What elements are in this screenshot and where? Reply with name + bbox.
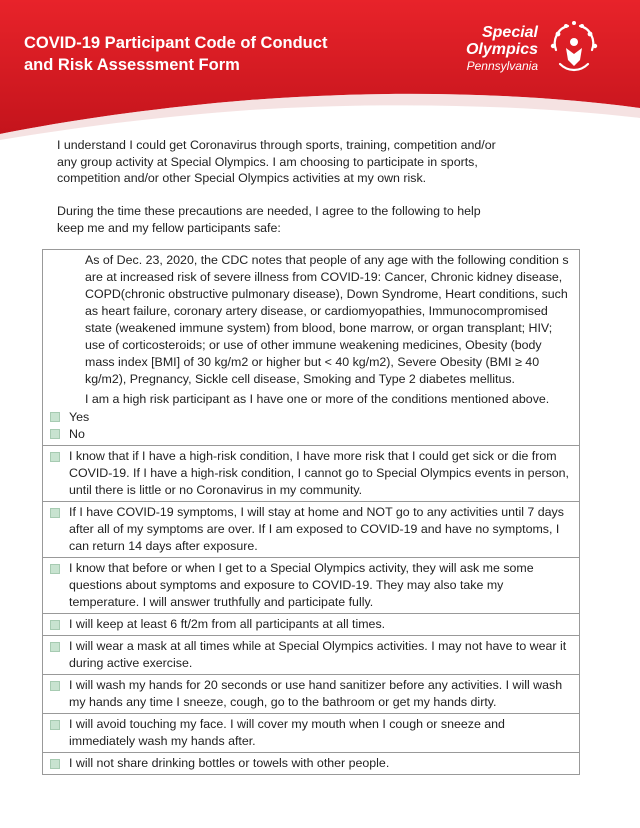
title-line-2: and Risk Assessment Form [24, 56, 240, 74]
title-line-1: COVID-19 Participant Code of Conduct [24, 34, 328, 52]
option-yes[interactable] [69, 409, 571, 426]
checklist-item-text: I will wash my hands for 20 seconds or use hand sanitizer before any activities. I will wash my hands any time I sneeze, cough, go to the bathroom or get my hands dirty. [69, 678, 563, 709]
yes-checkbox[interactable] [50, 412, 60, 422]
special-olympics-logo-icon [546, 20, 602, 80]
option-no-label: No [69, 427, 85, 441]
checklist-item-text: If I have COVID-19 symptoms, I will stay at home and NOT go to any activities until 7 days after all of my symptoms are over. If I am exposed to COVID-19 and have no symptoms, I can return 14 days after exposure. [69, 505, 564, 553]
no-checkbox[interactable] [50, 429, 60, 439]
intro-paragraph-2: During the time these precautions are needed, I agree to the following to help keep me and my fellow participants safe: [57, 204, 481, 235]
option-no[interactable] [69, 426, 571, 443]
checklist-item [43, 501, 579, 557]
code-of-conduct-checklist [42, 249, 580, 775]
checklist-item [43, 635, 579, 674]
item-checkbox[interactable] [50, 508, 60, 518]
checklist-item-text: I know that if I have a high-risk condition, I have more risk that I could get sick or die from COVID-19. If I have a high-risk condition, I cannot go to Special Olympics events in person, until there is little or no Coronavirus in my community. [69, 449, 569, 497]
item-checkbox[interactable] [50, 759, 60, 769]
checklist-item [43, 557, 579, 613]
intro-paragraph-1: I understand I could get Coronavirus through sports, training, competition and/or any group activity at Special Olympics. I am choosing to participate in sports, competition and/or other Special Olympics activities at my own risk. [57, 138, 496, 185]
checklist-item-text: I will keep at least 6 ft/2m from all participants at all times. [69, 617, 386, 631]
checklist-item [43, 445, 579, 501]
checklist-item-text: I will wear a mask at all times while at Special Olympics activities. I may not have to wear it during active exercise. [69, 639, 567, 670]
logo-line-pennsylvania: Pennsylvania [466, 59, 538, 73]
item-checkbox[interactable] [50, 642, 60, 652]
logo-wordmark [438, 24, 538, 75]
checklist-item [43, 613, 579, 635]
checklist-item [43, 752, 579, 774]
checklist-item [43, 674, 579, 713]
checklist-item-text: I know that before or when I get to a Special Olympics activity, they will ask me some questions about symptoms and exposure to COVID-19. They may also take my temperature. I will answer truthfully and participate fully. [69, 561, 534, 609]
intro-text [57, 137, 497, 253]
high-risk-statement: I am a high risk participant as I have one or more of the conditions mentioned above. [85, 392, 550, 406]
checklist-item [43, 713, 579, 752]
risk-conditions-text: As of Dec. 23, 2020, the CDC notes that people of any age with the following condition s are at increased risk of severe illness from COVID-19: Cancer, Chronic kidney disease, COPD(chronic obstructive pulmonary disease), Down Syndrome, Heart conditions, such as heart failure, coronary artery disease, or cardiomyopathies, Immunocompromised state (weakened immune system) from blood, bone marrow, or organ transplant; HIV; use of corticosteroids; or use of other immune weakening medicines, Obesity (body mass index [BMI] of 30 kg/m2 or higher but < 40 kg/m2), Severe Obesity (BMI ≥ 40 kg/m2), Pregnancy, Sickle cell disease, Smoking and Type 2 diabetes mellitus. [85, 253, 569, 386]
logo-line-special: Special [481, 24, 538, 41]
page-title [24, 32, 384, 76]
checklist-item-text: I will avoid touching my face. I will cover my mouth when I cough or sneeze and immediately wash my hands after. [69, 717, 505, 748]
logo-line-olympics: Olympics [465, 41, 538, 58]
item-checkbox[interactable] [50, 620, 60, 630]
item-checkbox[interactable] [50, 564, 60, 574]
option-yes-label: Yes [69, 410, 90, 424]
checklist-item-text: I will not share drinking bottles or towels with other people. [69, 756, 390, 770]
item-checkbox[interactable] [50, 681, 60, 691]
item-checkbox[interactable] [50, 720, 60, 730]
item-checkbox[interactable] [50, 452, 60, 462]
high-risk-row [43, 250, 579, 445]
